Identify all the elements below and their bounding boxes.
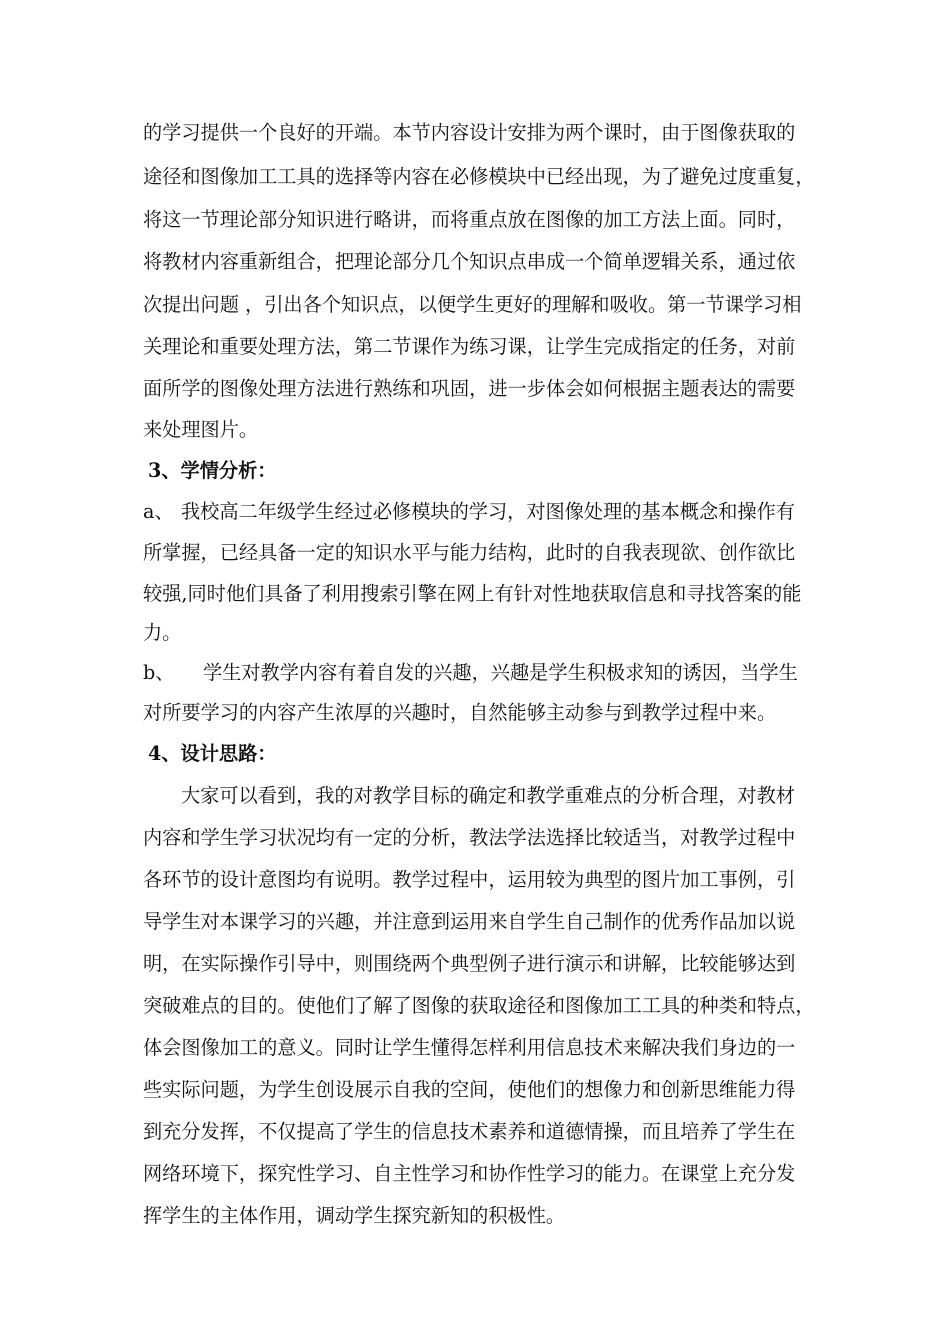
- text-line: 将这一节理论部分知识进行略讲，而将重点放在图像的加工方法上面。同时，: [143, 208, 796, 231]
- list-marker-b: b、: [143, 661, 175, 684]
- text-line: 内容和学生学习状况均有一定的分析，教法学法选择比较适当，对教学过程中: [143, 826, 796, 849]
- text-line: 导学生对本课学习的兴趣，并注意到运用来自学生自己制作的优秀作品加以说: [143, 910, 796, 933]
- text-line: 较强,同时他们具备了利用搜索引擎在网上有针对性地获取信息和寻找答案的能: [143, 582, 802, 605]
- text-line: 网络环境下，探究性学习、自主性学习和协作性学习的能力。在课堂上充分发: [143, 1162, 796, 1185]
- text-line: 大家可以看到，我的对教学目标的确定和教学重难点的分析合理，对教材: [181, 784, 795, 807]
- text-line: 面所学的图像处理方法进行熟练和巩固，进一步体会如何根据主题表达的需要: [143, 377, 796, 400]
- text-line: 将教材内容重新组合，把理论部分几个知识点串成一个简单逻辑关系，通过依: [143, 250, 796, 273]
- section-heading-design-approach: 4、设计思路：: [148, 742, 277, 765]
- text-line: 些实际问题，为学生创设展示自我的空间，使他们的想像力和创新思维能力得: [143, 1078, 796, 1101]
- text-line: 途径和图像加工工具的选择等内容在必修模块中已经出现，为了避免过度重复，: [143, 165, 815, 188]
- text-line: 来处理图片。: [143, 418, 259, 441]
- text-span: 我校高二年级学生经过必修模块的学习，对图像处理的基本概念和操作有: [181, 500, 795, 523]
- list-item-a-first-line: [143, 492, 823, 532]
- text-line: 对所要学习的内容产生浓厚的兴趣时，自然能够主动参与到教学过程中来。: [143, 701, 777, 724]
- text-line: 所掌握，已经具备一定的知识水平与能力结构，此时的自我表现欲、创作欲比: [143, 541, 796, 564]
- text-line: 挥学生的主体作用，调动学生探究新知的积极性。: [143, 1204, 566, 1227]
- section-heading-learner-analysis: 3、学情分析：: [148, 459, 277, 482]
- text-line: 的学习提供一个良好的开端。本节内容设计安排为两个课时，由于图像获取的: [143, 121, 796, 144]
- list-item-b-first-line: [143, 653, 823, 693]
- text-line: 突破难点的目的。使他们了解了图像的获取途径和图像加工工具的种类和特点，: [143, 994, 815, 1017]
- text-line: 关理论和重要处理方法，第二节课作为练习课，让学生完成指定的任务，对前: [143, 335, 796, 358]
- text-line: 体会图像加工的意义。同时让学生懂得怎样利用信息技术来解决我们身边的一: [143, 1036, 796, 1059]
- text-line: 明，在实际操作引导中，则围绕两个典型例子进行演示和讲解，比较能够达到: [143, 952, 796, 975]
- text-line: 次提出问题 ，引出各个知识点，以便学生更好的理解和吸收。第一节课学习相: [143, 293, 802, 316]
- text-line: 各环节的设计意图均有说明。教学过程中，运用较为典型的图片加工事例，引: [143, 868, 796, 891]
- list-marker-a: a、: [143, 500, 174, 523]
- text-span: 学生对教学内容有着自发的兴趣，兴趣是学生积极求知的诱因，当学生: [203, 661, 798, 684]
- text-line: 力。: [143, 621, 182, 644]
- text-line: 到充分发挥，不仅提高了学生的信息技术素养和道德情操，而且培养了学生在: [143, 1120, 796, 1143]
